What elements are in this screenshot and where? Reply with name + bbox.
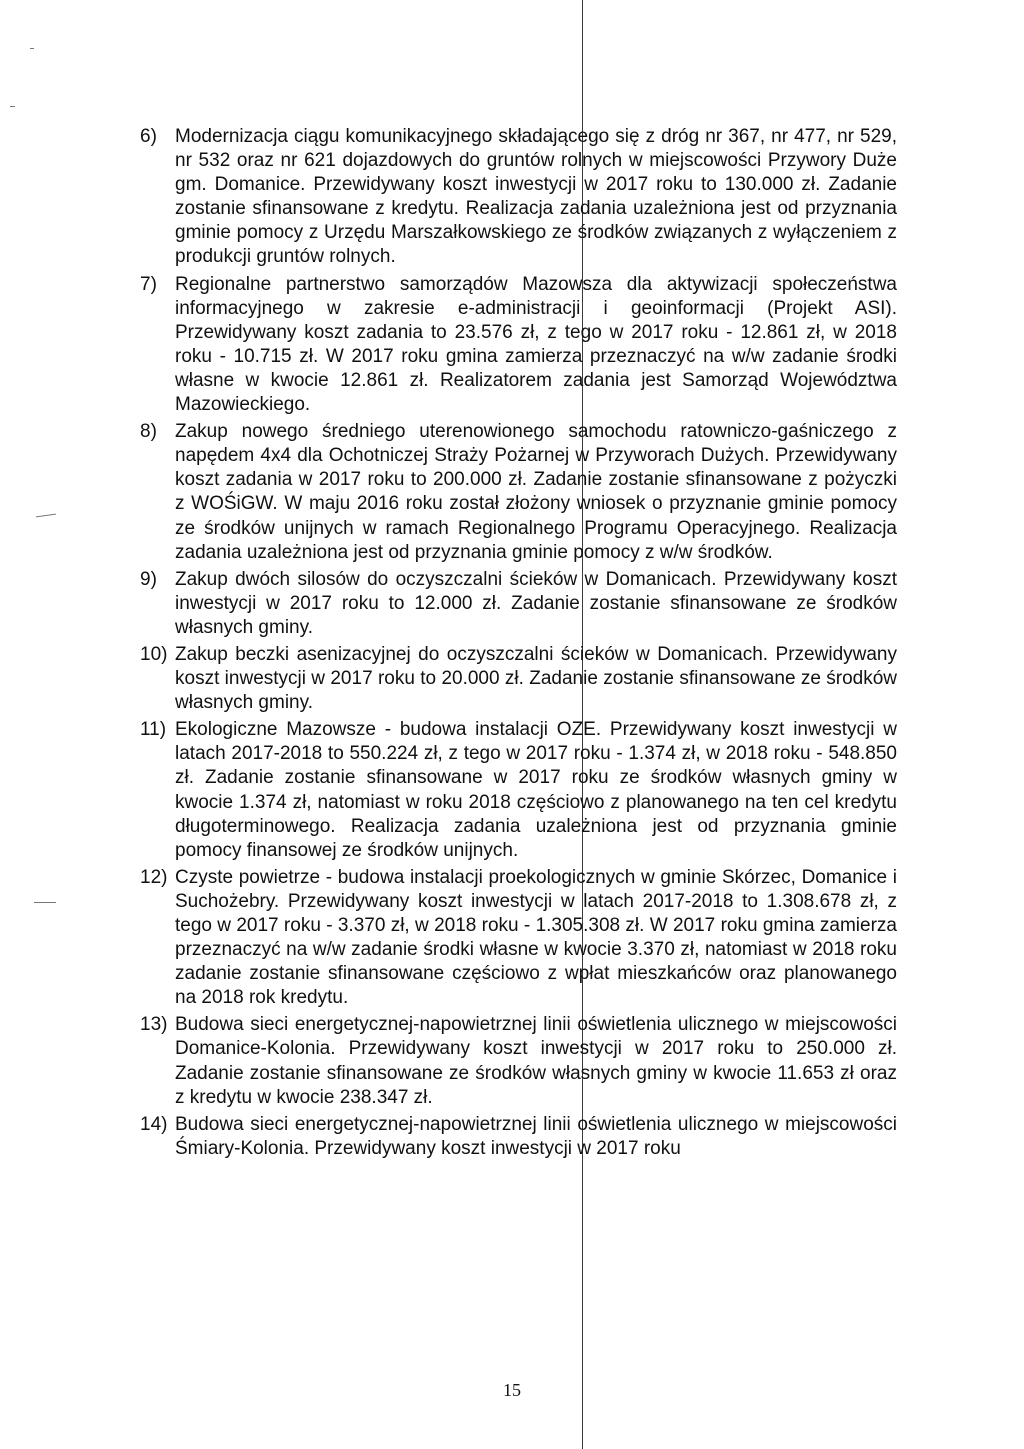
list-item-9 xyxy=(140,568,897,640)
item-number: 8) xyxy=(140,421,157,443)
item-text: Zakup dwóch silosów do oczyszczalni ścieków w Domanicach. Przewidywany koszt inwestycji w 2017 roku to 12.000 zł. Zadanie zostanie sfinansowane ze środków własnych gminy. xyxy=(175,568,897,638)
item-text: Zakup beczki asenizacyjnej do oczyszczalni ścieków w Domanicach. Przewidywany koszt inwestycji w 2017 roku to 20.000 zł. Zadanie zostanie sfinansowane ze środków własnych gminy. xyxy=(175,643,897,714)
item-text: Ekologiczne Mazowsze - budowa instalacji OZE. Przewidywany koszt inwestycji w latach 2017-2018 to 550.224 zł, z tego w 2017 roku - 1.374 zł, w 2018 roku - 548.850 zł. Zadanie zostanie sfinansowane w 2017 roku ze środków własnych gminy w kwocie 1.374 zł, natomiast w roku 2018 częściowo z planowanego na ten cel kredytu długoterminowego. Realizacja zadania uzależniona jest od przyznania gminie pomocy finansowej ze środków unijnych. xyxy=(175,719,897,861)
item-text: Czyste powietrze - budowa instalacji proekologicznych w gminie Skórzec, Domanice i Suchożebry. Przewidywany koszt inwestycji w latach 2017-2018 to 1.308.678 zł, z tego w 2017 roku - 3.370 zł, w 2018 roku - 1.305.308 zł. W 2017 roku gmina zamierza przeznaczyć na w/w zadanie środki własne w kwocie 3.370 zł, natomiast w 2018 roku zadanie zostanie sfinansowane częściowo z wpłat mieszkańców oraz planowanego na 2018 rok kredytu. xyxy=(175,866,897,1009)
list-item-14 xyxy=(140,1113,897,1161)
item-number: 10) xyxy=(140,643,168,665)
item-number: 13) xyxy=(140,1014,168,1036)
scan-mark xyxy=(34,902,56,903)
investment-list xyxy=(140,125,897,1164)
list-item-6 xyxy=(140,125,897,270)
item-text: Regionalne partnerstwo samorządów Mazowsza dla aktywizacji społeczeństwa informacyjnego w zakresie e-administracji i geoinformacji (Projekt ASI). Przewidywany koszt zadania to 23.576 zł, z tego w 2017 roku - 12.861 zł, w 2018 roku - 10.715 zł. W 2017 roku gmina zamierza przeznaczyć na w/w zadanie środki własne w kwocie 12.861 zł. Realizatorem zadania jest Samorząd Województwa Mazowieckiego. xyxy=(175,273,897,416)
list-item-11 xyxy=(140,718,897,863)
list-item-12 xyxy=(140,866,897,1011)
item-number: 11) xyxy=(140,719,167,741)
list-item-10 xyxy=(140,643,897,715)
item-text: Modernizacja ciągu komunikacyjnego składającego się z dróg nr 367, nr 477, nr 529, nr 532 oraz nr 621 dojazdowych do gruntów rolnych w miejscowości Przywory Duże gm. Domanice. Przewidywany koszt inwestycji w 2017 roku to 130.000 zł. Zadanie zostanie sfinansowane z kredytu. Realizacja zadania uzależniona jest od przyznania gminie pomocy z Urzędu Marszałkowskiego ze środków związanych z wyłączeniem z produkcji gruntów rolnych. xyxy=(175,126,897,268)
list-item-8 xyxy=(140,420,897,565)
list-item-13 xyxy=(140,1013,897,1109)
item-number: 7) xyxy=(140,273,157,295)
scan-mark xyxy=(36,514,56,518)
item-number: 9) xyxy=(140,568,157,590)
item-number: 12) xyxy=(140,866,168,888)
scan-mark xyxy=(30,48,34,49)
list-item-7 xyxy=(140,273,897,418)
item-text: Budowa sieci energetycznej-napowietrznej linii oświetlenia ulicznego w miejscowości Śmiary-Kolonia. Przewidywany koszt inwestycji w 2017 roku xyxy=(175,1113,897,1159)
item-text: Budowa sieci energetycznej-napowietrznej linii oświetlenia ulicznego w miejscowości Domanice-Kolonia. Przewidywany koszt inwestycji w 2017 roku to 250.000 zł. Zadanie zostanie sfinansowane ze środków własnych gminy w kwocie 11.653 zł oraz z kredytu w kwocie 238.347 zł. xyxy=(175,1014,897,1108)
item-text: Zakup nowego średniego uterenowionego samochodu ratowniczo-gaśniczego z napędem 4x4 dla Ochotniczej Straży Pożarnej w Przyworach Dużych. Przewidywany koszt zadania w 2017 roku to 200.000 zł. Zadanie zostanie sfinansowane z pożyczki z WOŚiGW. W maju 2016 roku został złożony wniosek o przyznanie gminie pomocy ze środków unijnych w ramach Regionalnego Programu Operacyjnego. Realizacja zadania uzależniona jest od przyznania gminie pomocy z w/w środków. xyxy=(175,421,897,563)
item-number: 6) xyxy=(140,126,157,147)
page-number: 15 xyxy=(503,1380,521,1400)
scan-mark xyxy=(10,106,15,107)
item-number: 14) xyxy=(140,1113,168,1135)
